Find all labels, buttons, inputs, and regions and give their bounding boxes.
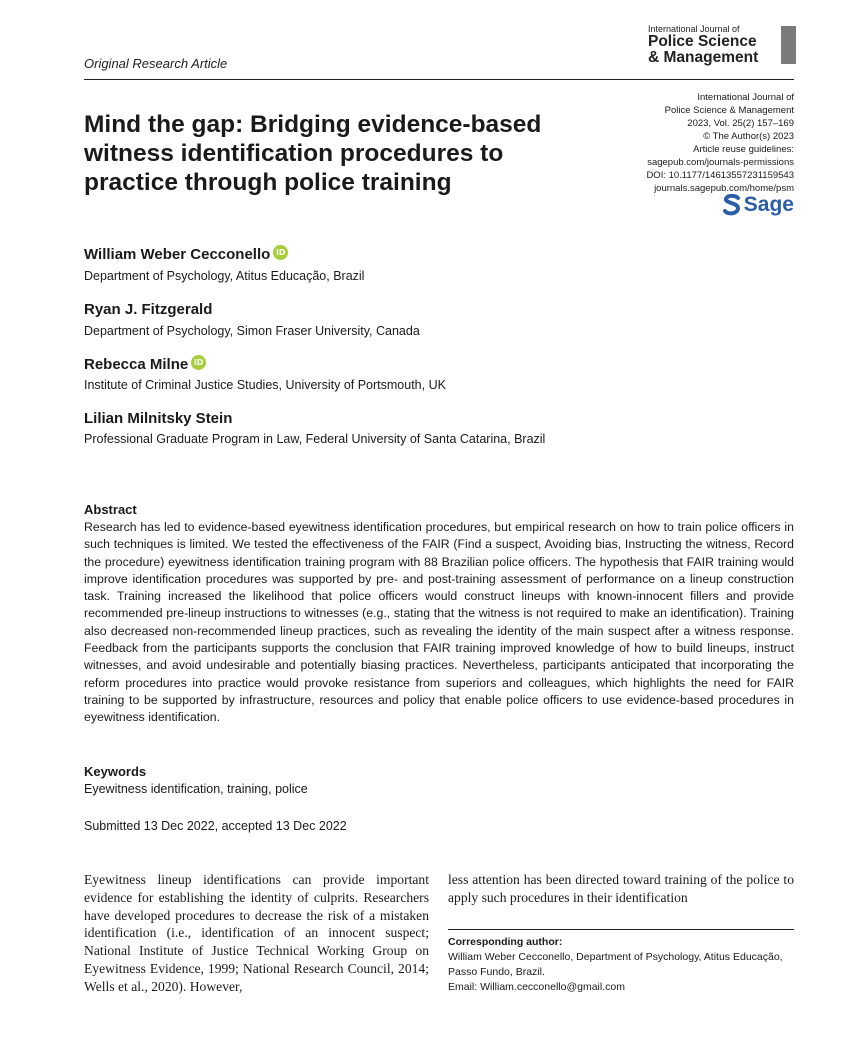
corresponding-heading: Corresponding author: (448, 936, 563, 948)
meta-journal: International Journal of (697, 92, 794, 103)
sage-s-icon (723, 194, 741, 216)
keywords-text: Eyewitness identification, training, police (84, 782, 308, 796)
journal-logo-line2: & Management (648, 49, 759, 66)
journal-logo-bar (781, 26, 796, 64)
keywords-heading: Keywords (84, 764, 147, 779)
submission-dates: Submitted 13 Dec 2022, accepted 13 Dec 2022 (84, 819, 347, 833)
meta-copyright: © The Author(s) 2023 (703, 131, 794, 142)
meta-reuse: Article reuse guidelines: (693, 144, 794, 155)
author-affiliation: Professional Graduate Program in Law, Federal University of Santa Catarina, Brazil (84, 432, 546, 446)
corresponding-line-2: Passo Fundo, Brazil. (448, 966, 545, 978)
header-divider (84, 79, 794, 80)
corresponding-author (448, 935, 794, 995)
author-affiliation: Department of Psychology, Simon Fraser University, Canada (84, 324, 420, 338)
author-affiliation: Institute of Criminal Justice Studies, University of Portsmouth, UK (84, 378, 446, 392)
corresponding-line-1: William Weber Cecconello, Department of Psychology, Atitus Educação, (448, 951, 783, 963)
article-title: Mind the gap: Bridging evidence-based witness identification procedures to practice through police training (84, 111, 542, 196)
abstract-text: Research has led to evidence-based eyewitness identification procedures, but empirical research on how to train police officers in such techniques is limited. We tested the effectiveness of the FAIR (Find a suspect, Avoiding bias, Instructing the witness, Record the procedure) eyewitness identification training program with 88 Brazilian police officers. The hypothesis that FAIR training would improve identification procedures was supported by pre- and post-training assessment of performance on a lineup construction task. Training increased the likelihood that police officers would construct lineups with known-innocent fillers and provide recommended pre-lineup instructions to witnesses (e.g., stating that the witness is not required to make an identification). Training also decreased non-recommended lineup practices, such as revealing the identity of the main suspect after a witness response. Feedback from the participants supports the conclusion that FAIR training improved knowledge of how to build lineups, instruct witnesses, and avoid undesirable and potentially biasing practices. Nevertheless, participants anticipated that incorporating the reform procedures into practice would provoke resistance from superiors and colleagues, which highlights the need for FAIR training to be supported by infrastructure, resources and policy that enable police officers to use evidence-based procedures in eyewitness identification. (84, 520, 794, 725)
article-type: Original Research Article (84, 56, 228, 71)
orcid-icon[interactable]: iD (191, 355, 206, 370)
meta-reuse-link[interactable]: sagepub.com/journals-permissions (647, 157, 794, 168)
author-name: Ryan J. Fitzgerald (84, 301, 213, 318)
corresponding-divider (448, 929, 794, 930)
journal-logo-small: International Journal of (648, 24, 740, 34)
publisher-name: Sage (743, 193, 794, 216)
orcid-icon[interactable]: iD (273, 245, 288, 260)
meta-doi[interactable]: DOI: 10.1177/14613557231159543 (646, 170, 794, 181)
author-name: Rebecca Milne iD (84, 356, 206, 373)
corresponding-email[interactable]: Email: William.cecconello@gmail.com (448, 981, 625, 993)
journal-logo-line1: Police Science (648, 33, 757, 50)
journal-logo (648, 24, 796, 68)
author-affiliation: Department of Psychology, Atitus Educação, Brazil (84, 269, 365, 283)
publisher-logo (723, 192, 794, 218)
body-column-1: Eyewitness lineup identifications can provide important evidence for establishing the identity of culprits. Researchers have developed procedures to decrease the risk of a mistaken identification (i.e., identification of an innocent suspect; National Institute of Justice Technical Working Group on Eyewitness Evidence, 1999; National Research Council, 2014; Wells et al., 2020). However, (84, 872, 429, 994)
body-column-2: less attention has been directed toward training of the police to apply such procedures in their identification (448, 872, 794, 905)
meta-home-link[interactable]: journals.sagepub.com/home/psm (654, 183, 794, 194)
meta-journal-2: Police Science & Management (664, 105, 794, 116)
author-name: William Weber Cecconello iD (84, 246, 288, 263)
author-name: Lilian Milnitsky Stein (84, 410, 233, 427)
meta-volume: 2023, Vol. 25(2) 157–169 (687, 118, 794, 129)
abstract-heading: Abstract (84, 502, 137, 517)
